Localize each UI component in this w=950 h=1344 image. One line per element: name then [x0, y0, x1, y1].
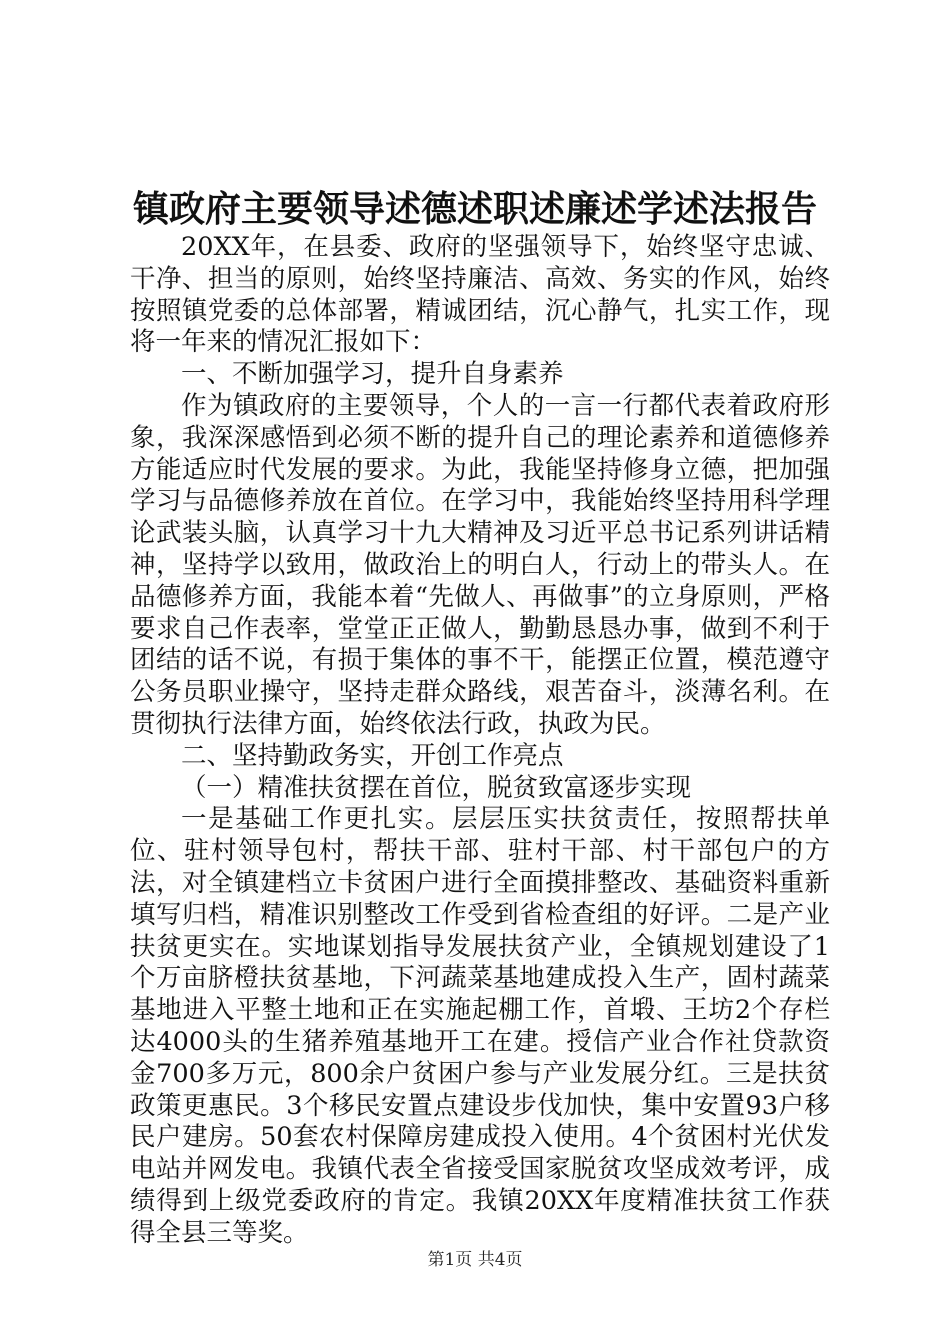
subsection-heading-1: （一）精准扶贫摆在首位，脱贫致富逐步实现: [181, 772, 692, 803]
document-body: [130, 232, 830, 1250]
page-title: 镇政府主要领导述德述职述廉述学述法报告: [132, 188, 817, 230]
page-footer: 第1页 共4页: [427, 1250, 523, 1270]
paragraph-poverty: 一是基础工作更扎实。层层压实扶贫责任，按照帮扶单位、驻村领导包村，帮扶干部、驻村干部、村干部包户的方法，对全镇建档立卡贫困户进行全面摸排整改、基础资料重新填写归档，精准识别整改工作受到省检查组的好评。二是产业扶贫更实在。实地谋划指导发展扶贫产业，全镇规划建设了1个万亩脐橙扶贫基地，下河蔬菜基地建成投入生产，固村蔬菜基地进入平整土地和正在实施起棚工作，首塅、王坊2个存栏达4000头的生猪养殖基地开工在建。授信产业合作社贷款资金700多万元，800余户贫困户参与产业发展分红。三是扶贫政策更惠民。3个移民安置点建设步伐加快，集中安置93户移民户建房。50套农村保障房建成投入使用。4个贫困村光伏发电站并网发电。我镇代表全省接受国家脱贫攻坚成效考评，成绩得到上级党委政府的肯定。我镇20XX年度精准扶贫工作获得全县三等奖。: [130, 804, 830, 1248]
section-heading-1: 一、不断加强学习，提升自身素养: [181, 359, 564, 390]
section-heading-2: 二、坚持勤政务实，开创工作亮点: [181, 740, 564, 771]
paragraph-intro: 20XX年，在县委、政府的坚强领导下，始终坚守忠诚、干净、担当的原则，始终坚持廉洁、高效、务实的作风，始终按照镇党委的总体部署，精诚团结，沉心静气，扎实工作，现将一年来的情况汇报如下：: [130, 232, 830, 358]
paragraph-study: 作为镇政府的主要领导，个人的一言一行都代表着政府形象，我深深感悟到必须不断的提升自己的理论素养和道德修养方能适应时代发展的要求。为此，我能坚持修身立德，把加强学习与品德修养放在首位。在学习中，我能始终坚持用科学理论武装头脑，认真学习十九大精神及习近平总书记系列讲话精神，坚持学以致用，做政治上的明白人，行动上的带头人。在品德修养方面，我能本着“先做人、再做事”的立身原则，严格要求自己作表率，堂堂正正做人，勤勤恳恳办事，做到不利于团结的话不说，有损于集体的事不干，能摆正位置，模范遵守公务员职业操守，坚持走群众路线，艰苦奋斗，淡薄名利。在贯彻执行法律方面，始终依法行政，执政为民。: [130, 390, 830, 739]
